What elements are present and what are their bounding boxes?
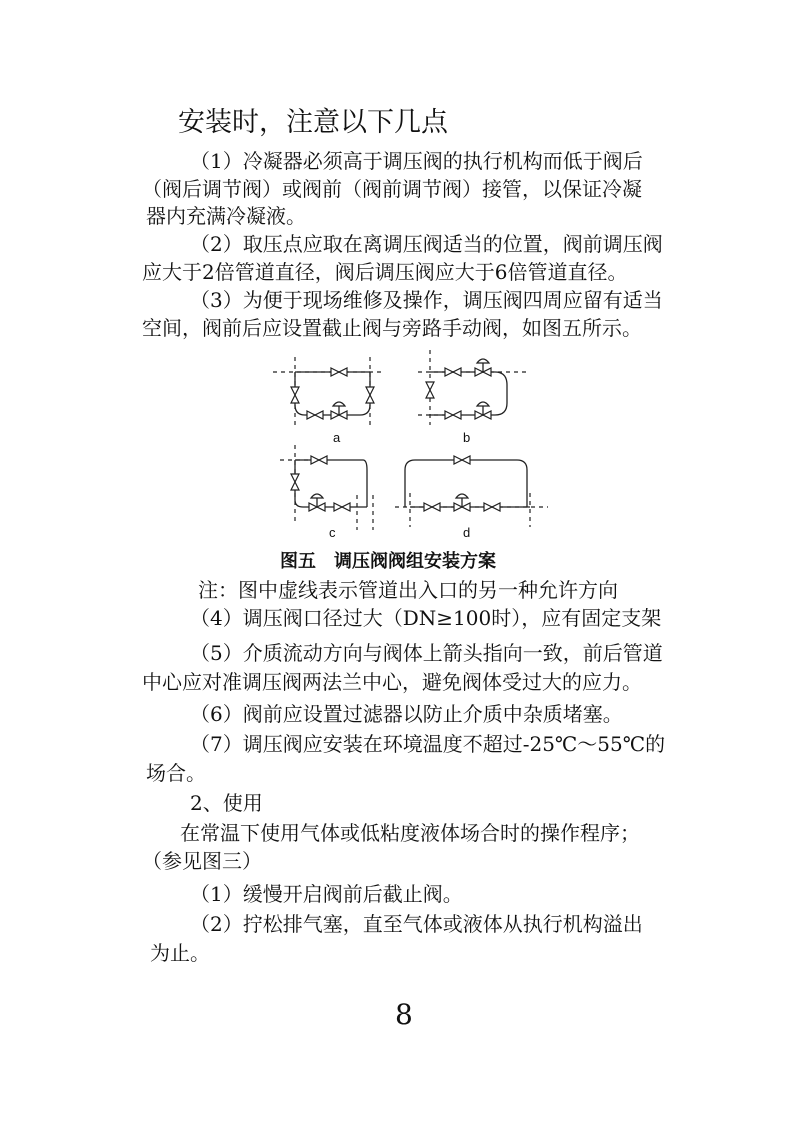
- label-b: b: [463, 430, 471, 445]
- text-line: 为止。: [150, 941, 210, 965]
- figure-note: 注：图中虚线表示管道出入口的另一种允许方向: [198, 578, 618, 602]
- text-line: 场合。: [146, 761, 206, 785]
- label-c: c: [329, 525, 336, 540]
- text-line: 中心应对准调压阀两法兰中心，避免阀体受过大的应力。: [142, 670, 642, 694]
- text-line: （1）缓慢开启阀前后截止阀。: [190, 882, 463, 906]
- text-line: 器内充满冷凝液。: [146, 204, 306, 228]
- page-number: 8: [395, 998, 413, 1031]
- scheme-d: [395, 456, 548, 540]
- section-heading: 安装时，注意以下几点: [178, 107, 448, 138]
- section-subheading: 2、使用: [190, 791, 263, 815]
- text-line: （2）取压点应取在离调压阀适当的位置，阀前调压阀: [190, 232, 663, 256]
- text-line: （6）阀前应设置过滤器以防止介质中杂质堵塞。: [190, 702, 623, 726]
- text-line: （3）为便于现场维修及操作，调压阀四周应留有适当: [190, 288, 663, 312]
- scheme-a: [273, 357, 383, 445]
- valve-group-diagram: [255, 345, 555, 545]
- text-line: （4）调压阀口径过大（DN≥100时），应有固定支架: [190, 606, 662, 630]
- text-line: （1）冷凝器必须高于调压阀的执行机构而低于阀后: [190, 149, 643, 173]
- text-line: （7）调压阀应安装在环境温度不超过-25℃～55℃的: [190, 732, 666, 756]
- text-line: 应大于2倍管道直径，阀后调压阀应大于6倍管道直径。: [142, 260, 628, 284]
- label-a: a: [333, 430, 341, 445]
- scheme-b: [418, 350, 530, 445]
- text-line: （参见图三）: [142, 849, 262, 873]
- text-line: （阀后调节阀）或阀前（阀前调节阀）接管，以保证冷凝: [142, 177, 642, 201]
- text-line: 空间，阀前后应设置截止阀与旁路手动阀，如图五所示。: [142, 316, 642, 340]
- text-line: （5）介质流动方向与阀体上箭头指向一致，前后管道: [190, 641, 663, 665]
- figure-caption: 图五 调压阀阀组安装方案: [280, 551, 496, 572]
- text-line: （2）拧松排气塞，直至气体或液体从执行机构溢出: [190, 912, 643, 936]
- label-d: d: [463, 525, 471, 540]
- scheme-c: [280, 445, 373, 540]
- text-line: 在常温下使用气体或低粘度液体场合时的操作程序；: [180, 821, 640, 845]
